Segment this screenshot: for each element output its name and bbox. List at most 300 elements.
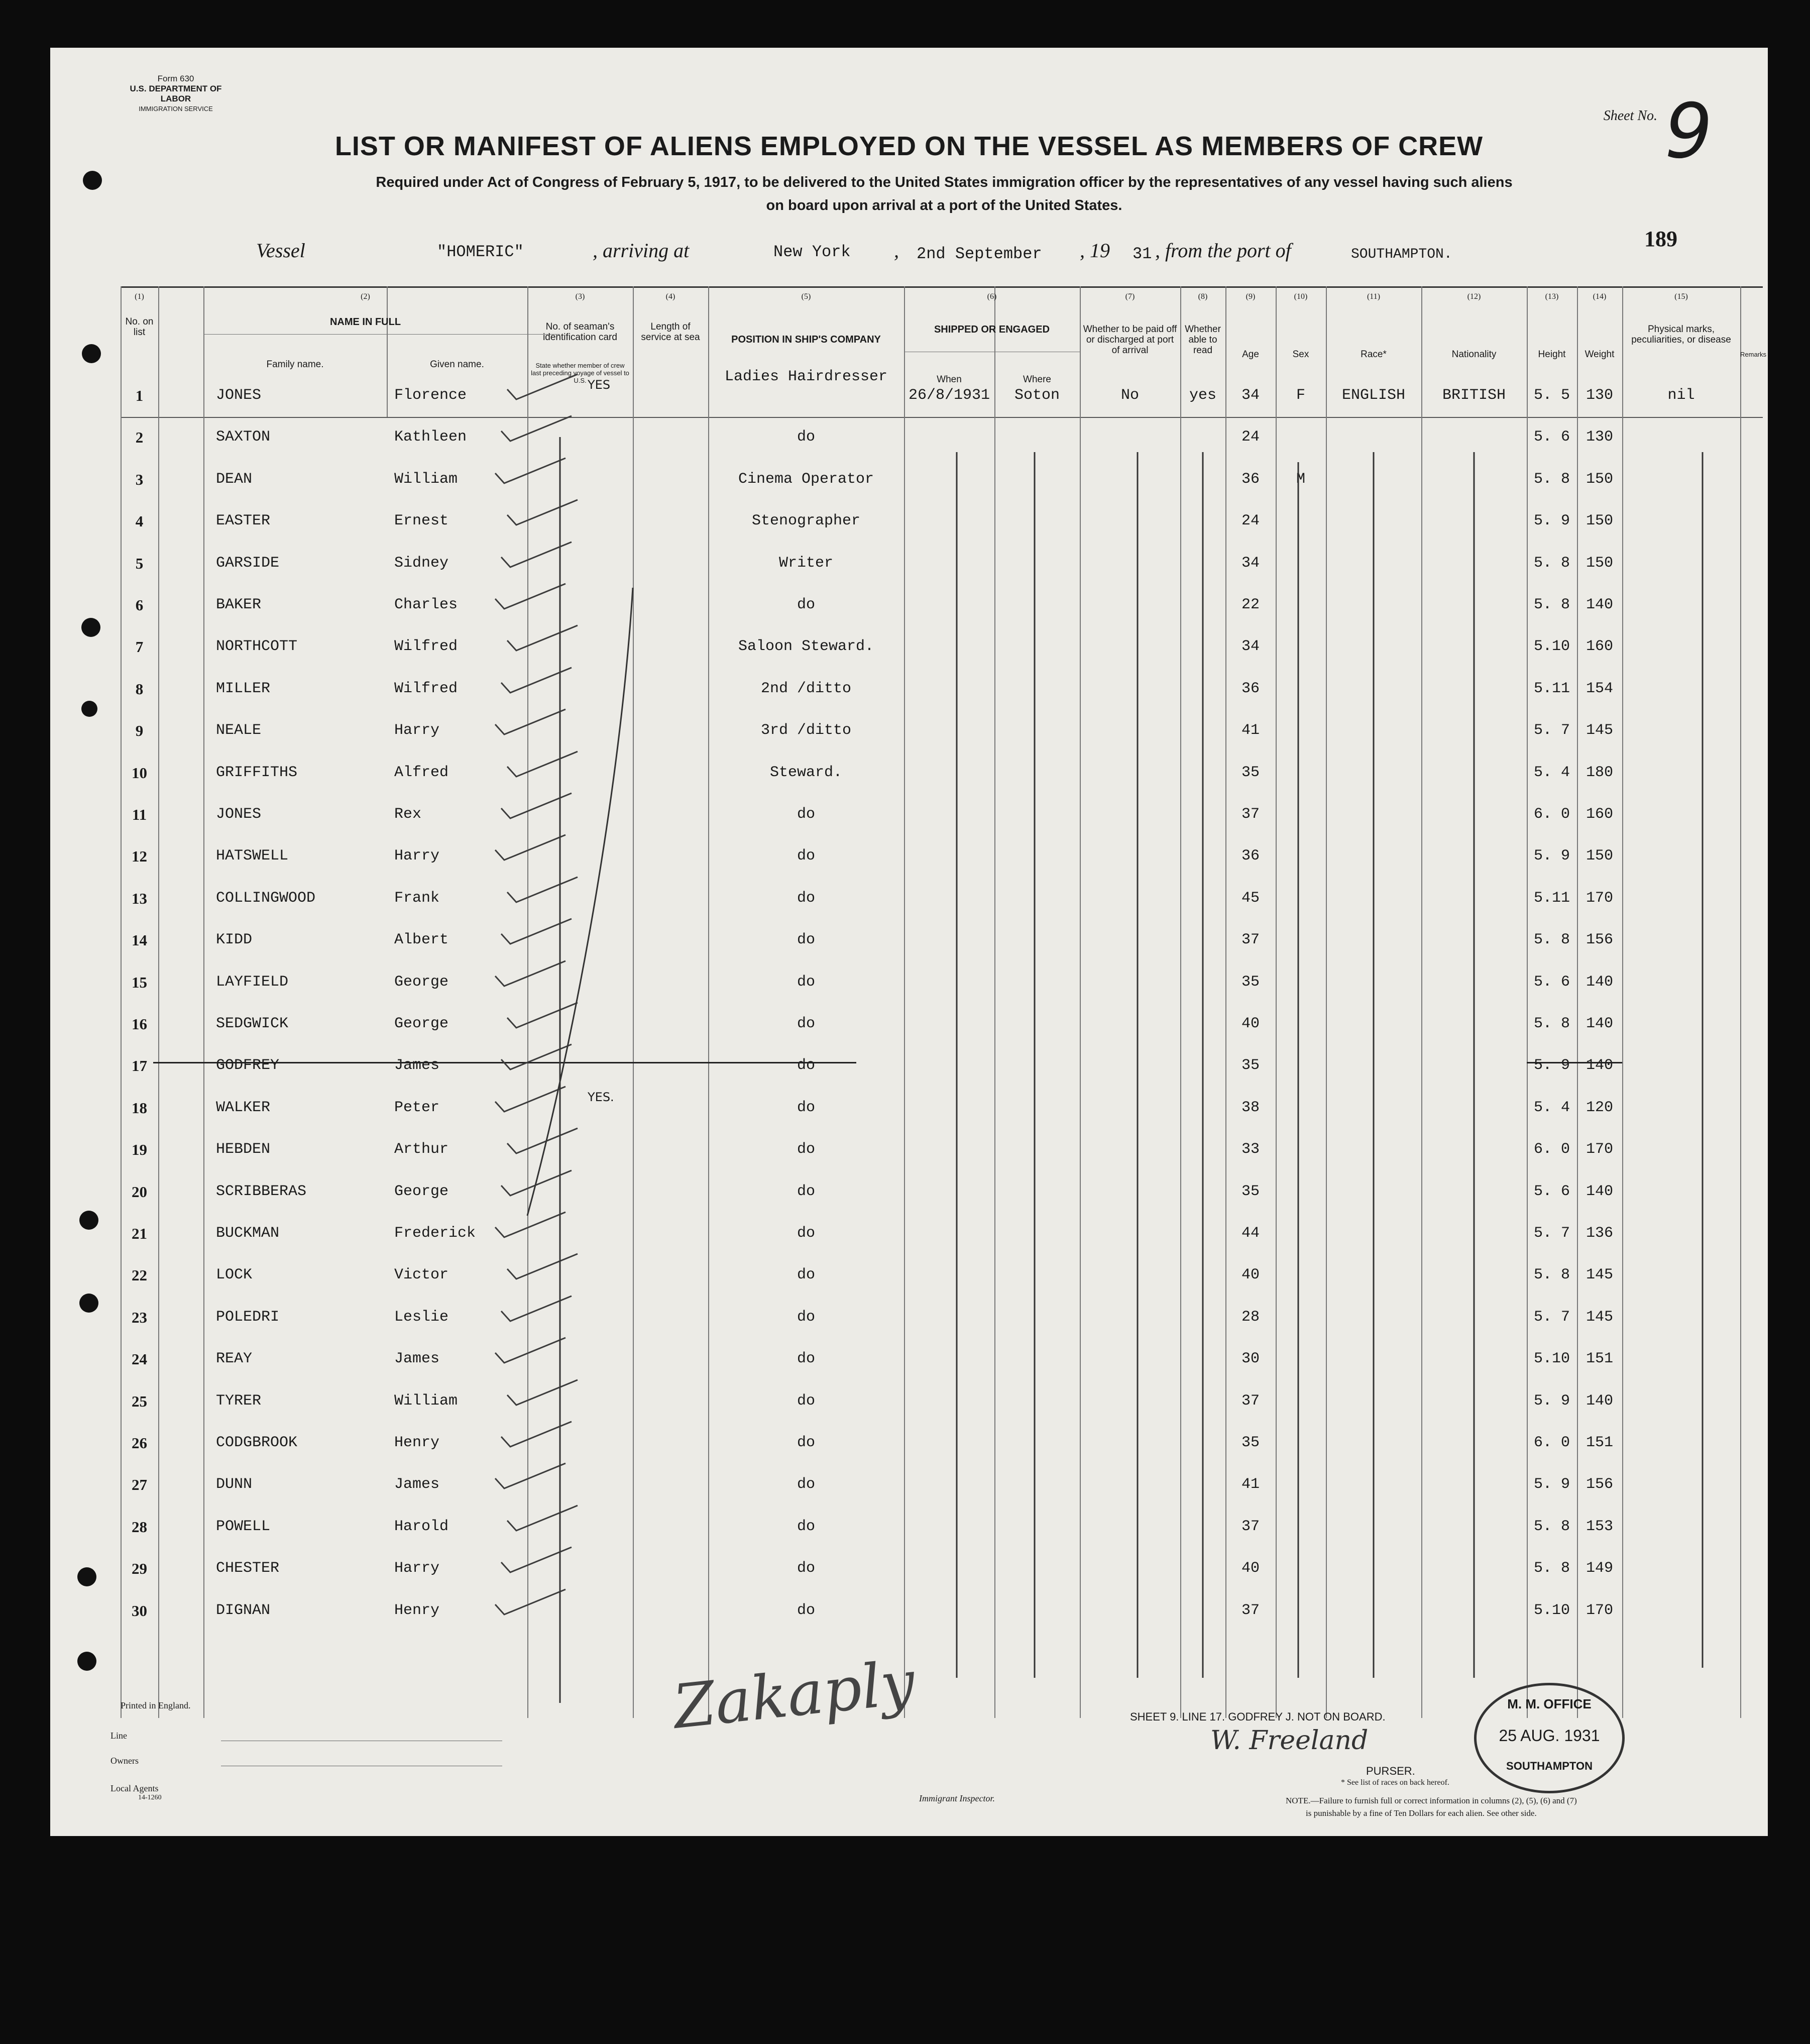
binder-hole xyxy=(81,701,97,717)
cell-no: 3 xyxy=(135,470,144,488)
page-title: LIST OR MANIFEST OF ALIENS EMPLOYED ON THE VESSEL AS MEMBERS OF CREW xyxy=(334,131,1484,161)
vessel-name: "HOMERIC" xyxy=(437,243,524,261)
cell-no: 4 xyxy=(135,512,144,530)
header-family-name: Family name. xyxy=(266,359,324,370)
header-height: Height xyxy=(1538,349,1566,360)
header-age: Age xyxy=(1242,349,1259,360)
cell-family: BUCKMAN xyxy=(216,1225,280,1242)
cell-weight: 153 xyxy=(1586,1518,1613,1535)
cell-family: BAKER xyxy=(216,596,262,613)
cell-given: Harry xyxy=(394,1560,440,1577)
cell-age: 28 xyxy=(1241,1308,1260,1326)
col-num-13: (13) xyxy=(1545,292,1559,301)
page-subtitle xyxy=(261,171,1627,217)
cell-height: 5.11 xyxy=(1533,889,1570,907)
cell-given: Wilfred xyxy=(394,680,458,697)
cell-weight: 140 xyxy=(1586,596,1613,613)
header-sex: Sex xyxy=(1292,349,1309,360)
cell-position: do xyxy=(797,1560,815,1577)
cell-given: Arthur xyxy=(394,1141,449,1158)
cell-family: NORTHCOTT xyxy=(216,638,298,656)
inspector-label: Immigrant Inspector. xyxy=(919,1793,995,1803)
col-num-8: (8) xyxy=(1198,292,1208,301)
cell-height: 5. 7 xyxy=(1533,722,1570,739)
cell-family: WALKER xyxy=(216,1099,271,1116)
header-name-in-full: NAME IN FULL xyxy=(329,316,401,328)
cell-age: 37 xyxy=(1241,1518,1260,1535)
stamp-top: M. M. OFFICE xyxy=(1507,1696,1592,1711)
cell-family: REAY xyxy=(216,1350,253,1368)
cell-position: Stenographer xyxy=(751,512,861,530)
cell-weight: 180 xyxy=(1586,764,1613,781)
header-remarks: Remarks xyxy=(1740,351,1767,358)
cell-family: LOCK xyxy=(216,1266,253,1284)
binder-hole xyxy=(83,171,102,190)
cell-age: 37 xyxy=(1241,1392,1260,1410)
cell-family: GRIFFITHS xyxy=(216,764,298,781)
cell-height: 5. 8 xyxy=(1533,1266,1570,1284)
date-stamp xyxy=(1474,1683,1625,1793)
col-num-7: (7) xyxy=(1125,292,1135,301)
cell-position: do xyxy=(797,1476,815,1493)
cell-physical: nil xyxy=(1667,387,1695,404)
cell-position: do xyxy=(797,428,815,446)
header-when: When xyxy=(937,374,962,385)
cell-height: 5. 6 xyxy=(1533,973,1570,991)
cell-sex: F xyxy=(1296,387,1305,404)
cell-height: 5. 9 xyxy=(1533,1392,1570,1410)
cell-position: do xyxy=(797,596,815,613)
cell-no: 29 xyxy=(132,1560,147,1578)
col-num-11: (11) xyxy=(1367,292,1381,301)
cell-weight: 151 xyxy=(1586,1434,1613,1451)
cell-position: do xyxy=(797,1182,815,1200)
page-number: 189 xyxy=(1644,227,1677,251)
form-number: Form 630 xyxy=(157,74,194,83)
col-num-3: (3) xyxy=(575,292,585,301)
purser-label: PURSER. xyxy=(1366,1765,1415,1777)
cell-weight: 140 xyxy=(1586,1057,1613,1074)
cell-family: POLEDRI xyxy=(216,1308,280,1326)
header-weight: Weight xyxy=(1585,349,1615,360)
cell-no: 30 xyxy=(132,1601,147,1620)
sheet-label: Sheet No. xyxy=(1603,108,1657,124)
note-line-1: NOTE.—Failure to furnish full or correct information in columns (2), (5), (6) and (7) xyxy=(1286,1796,1577,1805)
cell-position: do xyxy=(797,1350,815,1368)
cell-family: TYRER xyxy=(216,1392,262,1410)
form-code: 14-1260 xyxy=(138,1794,162,1801)
cell-age: 37 xyxy=(1241,1601,1260,1619)
cell-where: Soton xyxy=(1014,387,1060,404)
cell-family: DIGNAN xyxy=(216,1601,271,1619)
cell-given: Charles xyxy=(394,596,458,613)
cell-position: 2nd /ditto xyxy=(760,680,852,697)
purser-signature: W. Freeland xyxy=(1210,1726,1369,1756)
cell-height: 5. 9 xyxy=(1533,847,1570,865)
cell-height: 5. 6 xyxy=(1533,1182,1570,1200)
cell-family: DUNN xyxy=(216,1476,253,1493)
cell-card: YES xyxy=(588,378,611,392)
cell-position: 3rd /ditto xyxy=(760,722,852,739)
cell-no: 22 xyxy=(132,1266,147,1284)
cell-position: do xyxy=(797,1015,815,1032)
col-num-14: (14) xyxy=(1593,292,1607,301)
cell-no: 5 xyxy=(135,554,144,572)
header-position: POSITION IN SHIP'S COMPANY xyxy=(731,334,881,345)
cell-given: Kathleen xyxy=(394,428,467,446)
handwritten-marks xyxy=(121,286,1767,1718)
cell-given: Wilfred xyxy=(394,638,458,656)
cell-family: GARSIDE xyxy=(216,554,280,572)
cell-position: Ladies Hairdresser xyxy=(724,368,888,385)
cell-age: 34 xyxy=(1241,554,1260,572)
note-line-2: is punishable by a fine of Ten Dollars for each alien. See other side. xyxy=(1306,1808,1537,1818)
cell-no: 14 xyxy=(132,931,147,949)
cell-position: Saloon Steward. xyxy=(738,638,874,656)
cell-weight: 140 xyxy=(1586,1015,1613,1032)
cell-height: 5. 4 xyxy=(1533,764,1570,781)
cell-height: 5. 8 xyxy=(1533,596,1570,613)
arrival-date: 2nd September xyxy=(917,245,1042,263)
cell-age: 40 xyxy=(1241,1266,1260,1284)
cell-height: 5. 6 xyxy=(1533,428,1570,446)
cell-no: 19 xyxy=(132,1141,147,1159)
header-length-of-service: Length of service at sea xyxy=(641,321,700,343)
cell-family: DEAN xyxy=(216,470,253,488)
header-physical: Physical marks, peculiarities, or disease xyxy=(1631,324,1731,345)
cell-height: 6. 0 xyxy=(1533,806,1570,823)
cell-given: Leslie xyxy=(394,1308,449,1326)
cell-given: Alfred xyxy=(394,764,449,781)
cell-family: JONES xyxy=(216,387,262,404)
cell-no: 18 xyxy=(132,1099,147,1117)
cell-weight: 140 xyxy=(1586,1392,1613,1410)
cell-age: 35 xyxy=(1241,973,1260,991)
cell-age: 35 xyxy=(1241,1434,1260,1451)
binder-hole xyxy=(77,1567,96,1586)
cell-family: COLLINGWOOD xyxy=(216,889,316,907)
subtitle-line-2: on board upon arrival at a port of the United States. xyxy=(766,197,1122,213)
cell-no: 11 xyxy=(132,806,147,823)
col-num-1: (1) xyxy=(135,292,144,301)
cell-weight: 160 xyxy=(1586,638,1613,656)
cell-no: 13 xyxy=(132,889,147,907)
service: IMMIGRATION SERVICE xyxy=(139,105,213,113)
cell-family: CODGBROOK xyxy=(216,1434,298,1451)
year-suffix: 31 xyxy=(1133,245,1152,263)
cell-height: 5.10 xyxy=(1533,638,1570,656)
cell-height: 5. 9 xyxy=(1533,512,1570,530)
cell-position: do xyxy=(797,931,815,949)
cell-family: GODFREY xyxy=(216,1057,280,1074)
cell-position: Cinema Operator xyxy=(738,470,874,488)
cell-height: 5. 8 xyxy=(1533,1015,1570,1032)
cell-no: 9 xyxy=(135,722,144,740)
cell-family: SCRIBBERAS xyxy=(216,1182,307,1200)
owners-label: Owners xyxy=(110,1756,139,1766)
cell-age: 38 xyxy=(1241,1099,1260,1116)
cell-weight: 145 xyxy=(1586,1266,1613,1284)
cell-given: Victor xyxy=(394,1266,449,1284)
cell-sex: M xyxy=(1296,470,1305,488)
col-num-10: (10) xyxy=(1294,292,1308,301)
cell-position: do xyxy=(797,1057,815,1074)
cell-no: 28 xyxy=(132,1518,147,1536)
header-where: Where xyxy=(1023,374,1051,385)
cell-age: 40 xyxy=(1241,1015,1260,1032)
cell-age: 22 xyxy=(1241,596,1260,613)
cell-position: do xyxy=(797,1308,815,1326)
cell-age: 33 xyxy=(1241,1141,1260,1158)
cell-given: Rex xyxy=(394,806,422,823)
binder-hole xyxy=(79,1294,98,1313)
cell-weight: 145 xyxy=(1586,1308,1613,1326)
cell-height: 5. 5 xyxy=(1533,387,1570,404)
cell-given: James xyxy=(394,1350,440,1368)
cell-age: 36 xyxy=(1241,847,1260,865)
arriving-label: , arriving at xyxy=(593,239,690,262)
manifest-table xyxy=(121,286,1767,1718)
inspector-signature: Zakaply xyxy=(670,1648,919,1743)
cell-weight: 170 xyxy=(1586,889,1613,907)
col-num-5: (5) xyxy=(801,292,811,301)
cell-weight: 149 xyxy=(1586,1560,1613,1577)
cell-age: 40 xyxy=(1241,1560,1260,1577)
cell-weight: 170 xyxy=(1586,1141,1613,1158)
cell-given: Frank xyxy=(394,889,440,907)
cell-no: 26 xyxy=(132,1434,147,1452)
cell-height: 6. 0 xyxy=(1533,1141,1570,1158)
cell-given: Henry xyxy=(394,1434,440,1451)
cell-height: 5. 9 xyxy=(1533,1057,1570,1074)
cell-height: 5. 8 xyxy=(1533,1518,1570,1535)
cell-height: 5.11 xyxy=(1533,680,1570,697)
col-num-6: (6) xyxy=(987,292,997,301)
header-id-card-note: State whether member of crew last preceding voyage of vessel to U.S. xyxy=(531,362,629,384)
cell-family: SAXTON xyxy=(216,428,271,446)
header-shipped: SHIPPED OR ENGAGED xyxy=(934,324,1050,335)
cell-height: 5. 9 xyxy=(1533,1476,1570,1493)
cell-position: do xyxy=(797,1518,815,1535)
cell-height: 6. 0 xyxy=(1533,1434,1570,1451)
sheet-number: 9 xyxy=(1664,88,1713,175)
cell-height: 5. 8 xyxy=(1533,554,1570,572)
cell-no: 20 xyxy=(132,1182,147,1201)
cell-no: 27 xyxy=(132,1476,147,1494)
cell-height: 5. 8 xyxy=(1533,931,1570,949)
header-no-on-list: No. on list xyxy=(125,316,154,338)
cell-given: William xyxy=(394,470,458,488)
cell-weight: 150 xyxy=(1586,847,1613,865)
bracket-line xyxy=(527,588,633,1216)
cell-age: 37 xyxy=(1241,931,1260,949)
cell-height: 5.10 xyxy=(1533,1601,1570,1619)
cell-age: 36 xyxy=(1241,470,1260,488)
stamp-bottom: SOUTHAMPTON xyxy=(1506,1760,1593,1772)
binder-hole xyxy=(81,618,100,637)
cell-family: KIDD xyxy=(216,931,253,949)
cell-no: 7 xyxy=(135,638,144,656)
cell-age: 41 xyxy=(1241,722,1260,739)
cell-position: do xyxy=(797,847,815,865)
printed-in: Printed in England. xyxy=(121,1700,191,1710)
from-label: , from the port of xyxy=(1155,239,1291,262)
cell-weight: 150 xyxy=(1586,470,1613,488)
header-paid-off: Whether to be paid off or discharged at port of arrival xyxy=(1083,324,1177,356)
cell-no: 8 xyxy=(135,680,144,698)
cell-age: 36 xyxy=(1241,680,1260,697)
cell-family: MILLER xyxy=(216,680,271,697)
header-able-to-read: Whether able to read xyxy=(1185,324,1221,356)
cell-position: do xyxy=(797,1266,815,1284)
cell-given: Frederick xyxy=(394,1225,476,1242)
cell-given: Albert xyxy=(394,931,449,949)
cell-weight: 120 xyxy=(1586,1099,1613,1116)
binder-hole xyxy=(77,1652,96,1671)
form-header xyxy=(116,74,236,114)
cell-age: 45 xyxy=(1241,889,1260,907)
cell-age: 37 xyxy=(1241,806,1260,823)
header-given-name: Given name. xyxy=(430,359,484,370)
cell-given: William xyxy=(394,1392,458,1410)
arriving-port: New York xyxy=(773,243,851,261)
cell-position: do xyxy=(797,973,815,991)
cell-given: Ernest xyxy=(394,512,449,530)
cell-given: Henry xyxy=(394,1601,440,1619)
checkmarks-group xyxy=(527,437,1703,1703)
stamp-date: 25 AUG. 1931 xyxy=(1499,1727,1600,1745)
cell-position: do xyxy=(797,1601,815,1619)
cell-given: George xyxy=(394,1182,449,1200)
cell-read: yes xyxy=(1189,387,1216,404)
cell-age: 35 xyxy=(1241,1057,1260,1074)
local-agents-label: Local Agents xyxy=(110,1783,159,1793)
cell-family: HATSWELL xyxy=(216,847,289,865)
cell-no: 1 xyxy=(135,387,144,404)
line-label: Line xyxy=(110,1731,127,1741)
cell-family: EASTER xyxy=(216,512,271,530)
cell-weight: 136 xyxy=(1586,1225,1613,1242)
cell-height: 5. 7 xyxy=(1533,1308,1570,1326)
cell-family: NEALE xyxy=(216,722,262,739)
cell-position: do xyxy=(797,1141,815,1158)
cell-weight: 140 xyxy=(1586,973,1613,991)
cell-weight: 156 xyxy=(1586,931,1613,949)
binder-hole xyxy=(82,344,101,363)
cell-height: 5. 8 xyxy=(1533,470,1570,488)
col-num-12: (12) xyxy=(1467,292,1481,301)
cell-given: George xyxy=(394,973,449,991)
cell-no: 10 xyxy=(132,764,147,782)
cell-family: JONES xyxy=(216,806,262,823)
cell-given: George xyxy=(394,1015,449,1032)
col-num-2: (2) xyxy=(361,292,370,301)
cell-no: 12 xyxy=(132,847,147,866)
cell-position: Steward. xyxy=(769,764,843,781)
cell-no: 2 xyxy=(135,428,144,447)
cell-no: 6 xyxy=(135,596,144,614)
col-num-4: (4) xyxy=(665,292,675,301)
cell-given: Harry xyxy=(394,722,440,739)
binder-hole xyxy=(79,1211,98,1230)
cell-when: 26/8/1931 xyxy=(908,387,990,404)
cell-given: James xyxy=(394,1476,440,1493)
races-note: * See list of races on back hereof. xyxy=(1341,1778,1449,1787)
vessel-label: Vessel xyxy=(256,239,305,262)
cell-given: Peter xyxy=(394,1099,440,1116)
cell-no: 25 xyxy=(132,1392,147,1410)
cell-family: CHESTER xyxy=(216,1560,280,1577)
cell-family: HEBDEN xyxy=(216,1141,271,1158)
cell-weight: 150 xyxy=(1586,554,1613,572)
cell-position: do xyxy=(797,1434,815,1451)
cell-given: James xyxy=(394,1057,440,1074)
col-num-9: (9) xyxy=(1246,292,1256,301)
cell-weight: 170 xyxy=(1586,1601,1613,1619)
cell-age: 24 xyxy=(1241,512,1260,530)
cell-family: SEDGWICK xyxy=(216,1015,289,1032)
cell-position: do xyxy=(797,806,815,823)
cell-height: 5. 4 xyxy=(1533,1099,1570,1116)
cell-position: do xyxy=(797,1392,815,1410)
cell-height: 5.10 xyxy=(1533,1350,1570,1368)
cell-position: Writer xyxy=(778,554,834,572)
cell-position: do xyxy=(797,1099,815,1116)
manifest-sheet: Form 630 U.S. DEPARTMENT OF LABOR IMMIGRATION SERVICE Sheet No. 9 LIST OR MANIFEST OF ALIENS EMPLOYED ON THE VESSEL AS MEMBERS OF CREW Required under Act of Congress of February 5, 1917, to be delivered to the United States immigration officer by the representatives of any vessel having such aliens on board upon arrival at a port of the United States. 189 Vessel "HOMERIC" , arriving at New York , 2nd September , 19 31 , from the port of SOUTHAMPTON. (1) (2) (3) (4) (5) (6) (7) (8) (9) (10) (11) (12) (13) (14) (15) No. on list NAME IN FULL Family name. Given name. No. of seaman's identification card State whether member of crew last preceding voyage of vessel to U.S. Length of service at sea POSITION IN SHIP'S COMPANY SHIPPED OR ENGAGED When Where Whether to be paid off or discharged at port of arrival Whether able to read Age Sex Race* Nationality Height Weight Physical marks, peculiarities, or disease Remarks 1 JONES Florence YES Ladies Hairdresser 26/8/1931 Soton No yes 34 F ENGLISH BRITISH 5. 5 130 nil 2 SAXTON Kathleen do 24 5. 6 130 3 DEAN William Cinema Operator 36 M 5. 8 150 4 EASTER Ernest Stenographer 24 5. 9 150 5 GARSIDE Sidney Writer 34 5. 8 150 6 BAKER Charles do 22 5. 8 140 7 NORTHCOTT Wilfred Saloon Steward. 34 5.10 160 8 MILLER Wilfred 2nd /ditto 36 5.11 154 9 NEALE Harry 3rd /ditto 41 5. 7 145 10 GRIFFITHS Alfred Steward. 35 5. 4 180 11 JONES Rex do 37 6. 0 160 12 HATSWELL Harry do 36 5. 9 150 13 COLLINGWOOD Frank do 45 5.11 170 14 KIDD Albert do 37 5. 8 156 15 LAYFIELD George do 35 5. 6 140 16 SEDGWICK George do 40 5. 8 140 17 GODFREY James do 35 5. 9 140 18 WALKER Peter YES. do 38 5. 4 120 19 HEBDEN Arthur do 33 6. 0 170 20 SCRIBBERAS George do 35 5. 6 140 21 BUCKMAN Frederick do 44 5. 7 136 22 LOCK Victor do 40 5. 8 145 23 POLEDRI Leslie do 28 5. 7 145 24 REAY James do 30 5.10 151 25 TYRER William do 37 5. 9 140 26 CODGBROOK Henry do 35 6. 0 151 27 DUNN James do 41 5. 9 156 28 POWELL Harold do 37 5. 8 153 29 CHESTER Harry do 40 5. 8 149 30 DIGNAN Henry do 37 5.10 170 Printed in England. Line Owners Local Agents 14-1260 Zakaply Immigrant Inspector. SHEET 9. LINE 17. GODFREY J. NOT ON BOARD. W. Freeland PURSER. * See list of races on back hereof. NOTE.—Failure to furnish full or correct information in columns (2), (5), (6) and (7) is punishable by a fine of Ten Dollars for each alien. See other side. M. M. OFFICE 25 AUG. 1931 SOUTHAMPTON xyxy=(50,48,1768,1836)
cell-no: 24 xyxy=(132,1350,147,1368)
cell-weight: 150 xyxy=(1586,512,1613,530)
cell-no: 17 xyxy=(132,1057,147,1075)
cell-position: do xyxy=(797,1225,815,1242)
cell-height: 5. 8 xyxy=(1533,1560,1570,1577)
cell-age: 35 xyxy=(1241,1182,1260,1200)
department: U.S. DEPARTMENT OF LABOR xyxy=(130,84,222,103)
cell-weight: 145 xyxy=(1586,722,1613,739)
cell-age: 35 xyxy=(1241,764,1260,781)
departure-port: SOUTHAMPTON. xyxy=(1351,247,1452,262)
col-num-15: (15) xyxy=(1674,292,1688,301)
cell-race: ENGLISH xyxy=(1341,387,1406,404)
cell-nationality: BRITISH xyxy=(1442,387,1506,404)
cell-no: 15 xyxy=(132,973,147,991)
cell-age: 24 xyxy=(1241,428,1260,446)
cell-no: 21 xyxy=(132,1225,147,1242)
cell-weight: 151 xyxy=(1586,1350,1613,1368)
subtitle-line-1: Required under Act of Congress of February 5, 1917, to be delivered to the United States immigration officer by the representatives of any vessel having such aliens xyxy=(376,174,1513,190)
cell-age: 30 xyxy=(1241,1350,1260,1368)
header-race: Race* xyxy=(1361,349,1387,360)
cell-age: 34 xyxy=(1241,387,1260,404)
cell-given: Harry xyxy=(394,847,440,865)
cell-paid: No xyxy=(1120,387,1139,404)
cell-weight: 154 xyxy=(1586,680,1613,697)
cell-age: 41 xyxy=(1241,1476,1260,1493)
cell-weight: 130 xyxy=(1586,387,1613,404)
cell-given: Florence xyxy=(394,387,467,404)
cell-weight: 160 xyxy=(1586,806,1613,823)
cell-weight: 130 xyxy=(1586,428,1613,446)
cell-weight: 140 xyxy=(1586,1182,1613,1200)
cell-position: do xyxy=(797,889,815,907)
cell-card: YES. xyxy=(588,1090,614,1104)
handwritten-note: SHEET 9. LINE 17. GODFREY J. NOT ON BOARD. xyxy=(1130,1710,1386,1723)
cell-age: 44 xyxy=(1241,1225,1260,1242)
cell-height: 5. 7 xyxy=(1533,1225,1570,1242)
cell-no: 23 xyxy=(132,1308,147,1326)
cell-age: 34 xyxy=(1241,638,1260,656)
header-id-card: No. of seaman's identification card xyxy=(543,321,617,343)
cell-family: LAYFIELD xyxy=(216,973,289,991)
